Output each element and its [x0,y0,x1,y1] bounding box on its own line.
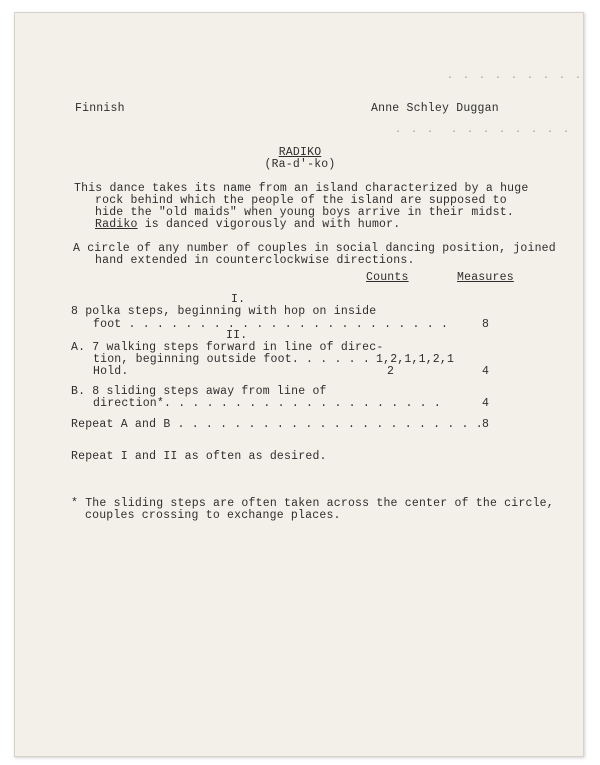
part-one-label: I. [231,293,246,306]
category-label: Finnish [75,102,125,115]
measures-header: Measures [457,271,514,284]
footnote-line: * The sliding steps are often taken across the center of the circle, [71,497,554,510]
intro-line [95,218,400,231]
step-a-line: A. 7 walking steps forward in line of direc- [71,341,384,354]
document-page [14,12,584,757]
counts-header: Counts [366,271,409,284]
measures-value: 8 [482,318,490,331]
intro-line: rock behind which the people of the island are supposed to [95,194,507,207]
measures-value: 4 [482,397,490,410]
step-a-hold: Hold. [93,365,129,378]
measures-value: 8 [482,418,490,431]
pronunciation: (Ra-d'-ko) [264,158,336,171]
footnote-line: couples crossing to exchange places. [85,509,341,522]
intro-line: hide the "old maids" when young boys arrive in their midst. [95,206,514,219]
part-two-label: II. [226,329,248,342]
measures-value: 4 [482,365,490,378]
counts-value: 2 [387,365,395,378]
counts-value: 1,2,1,1,2,1 [376,353,455,366]
dance-name-ref: Radiko [95,218,138,231]
step-b-line: direction*. . . . . . . . . . . . . . . . . . . . [93,397,441,410]
intro-line-rest: is danced vigorously and with humor. [137,218,401,231]
step-a-line: tion, beginning outside foot. . . . . . [93,353,370,366]
part-one-line: foot . . . . . . . . . . . . . . . . . . . . . . . [93,318,449,331]
formation-line: hand extended in counterclockwise directions. [95,254,415,267]
intro-line: This dance takes its name from an island characterized by a huge [74,182,529,195]
formation-line: A circle of any number of couples in social dancing position, joined [73,242,556,255]
dance-title: RADIKO [278,146,322,159]
faint-marks: · · · · · · · · · [447,73,584,84]
repeat-ab-line: Repeat A and B . . . . . . . . . . . . . . . . . . . . . . [71,418,483,431]
part-one-line: 8 polka steps, beginning with hop on inside [71,305,377,318]
repeat-all-line: Repeat I and II as often as desired. [71,450,327,463]
step-b-line: B. 8 sliding steps away from line of [71,385,327,398]
author-name: Anne Schley Duggan [371,102,499,115]
faint-marks: · · · · · · · · · · · [395,127,572,138]
